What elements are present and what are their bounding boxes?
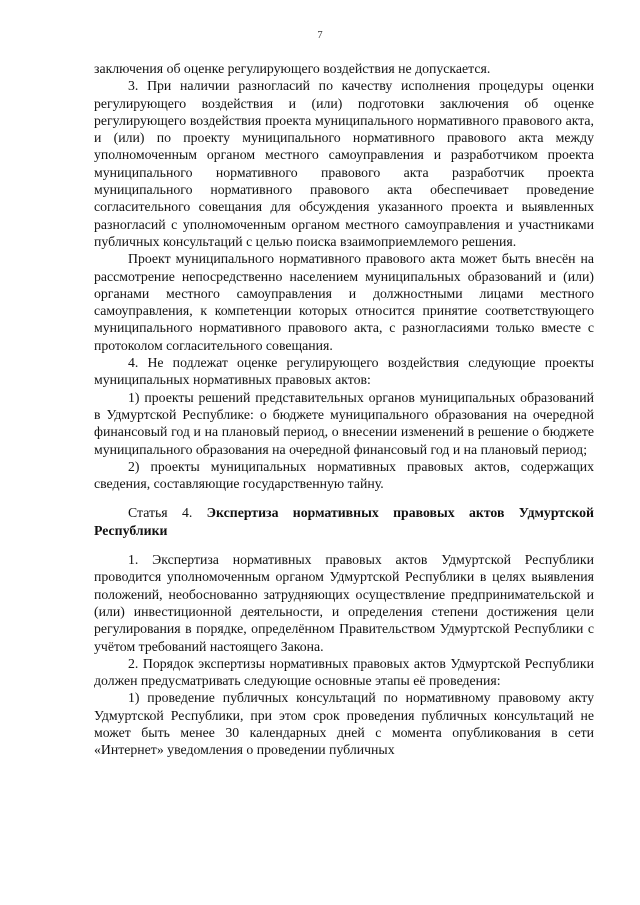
paragraph: заключения об оценке регулирующего воздействия не допускается. bbox=[94, 61, 491, 76]
list-item: 1) проекты решений представительных органов муниципальных образований в Удмуртской Республике: о бюджете муниципального образования на очередной финансовый год и на плановый период, о внесении изменений в решение о бюджете муниципального образования на очередной финансовый год и на плановый период; bbox=[94, 389, 594, 457]
list-item: 1) проведение публичных консультаций по нормативному правовому акту Удмуртской Республики, при этом срок проведения публичных консультаций не может быть менее 30 календарных дней с момента опубликования в сети «Интернет» уведомления о проведении публичных bbox=[94, 690, 594, 758]
article-number: Статья 4. bbox=[128, 505, 193, 521]
document-body bbox=[94, 60, 594, 759]
paragraph: 1. Экспертиза нормативных правовых актов Удмуртской Республики проводится уполномоченным органом Удмуртской Республики в целях выявления положений, необоснованно затрудняющих осуществление предпринимательской и (или) инвестиционной деятельности, и определения степени достижения цели регулирования в порядке, определённом Правительством Удмуртской Республики с учётом требований настоящего Закона. bbox=[94, 552, 594, 654]
paragraph: 2. Порядок экспертизы нормативных правовых актов Удмуртской Республики должен предусматривать следующие основные этапы её проведения: bbox=[94, 655, 594, 689]
list-item: 2) проекты муниципальных нормативных правовых актов, содержащих сведения, составляющие государственную тайну. bbox=[94, 458, 594, 492]
paragraph: 4. Не подлежат оценке регулирующего воздействия следующие проекты муниципальных нормативных правовых актов: bbox=[94, 355, 594, 388]
page-number: 7 bbox=[317, 30, 323, 41]
spacer bbox=[94, 492, 594, 504]
article-title: Экспертиза нормативных правовых актов Удмуртской Республики bbox=[94, 505, 594, 538]
paragraph: Проект муниципального нормативного правового акта может быть внесён на рассмотрение непосредственно населением муниципальных образований и (или) органами местного самоуправления и должностными лицами местного самоуправления, к компетенции которых относится принятие соответствующего муниципального нормативного правового акта, с разногласиями только вместе с протоколом согласительного совещания. bbox=[94, 251, 594, 353]
spacer bbox=[94, 539, 594, 551]
article-heading bbox=[94, 504, 594, 539]
paragraph: 3. При наличии разногласий по качеству исполнения процедуры оценки регулирующего воздействия и (или) подготовки заключения об оценке регулирующего воздействия проекта муниципального нормативного правового акта, и (или) по проекту муниципального нормативного правового акта между уполномоченным органом местного самоуправления и разработчиком проекта муниципального нормативного правового акта разработчик проекта муниципального нормативного правового акта обеспечивает проведение согласительного совещания для обсуждения указанного проекта и выявленных разногласий с уполномоченным органом местного самоуправления и участниками публичных консультаций с целью поиска взаимоприемлемого решения. bbox=[94, 78, 594, 249]
